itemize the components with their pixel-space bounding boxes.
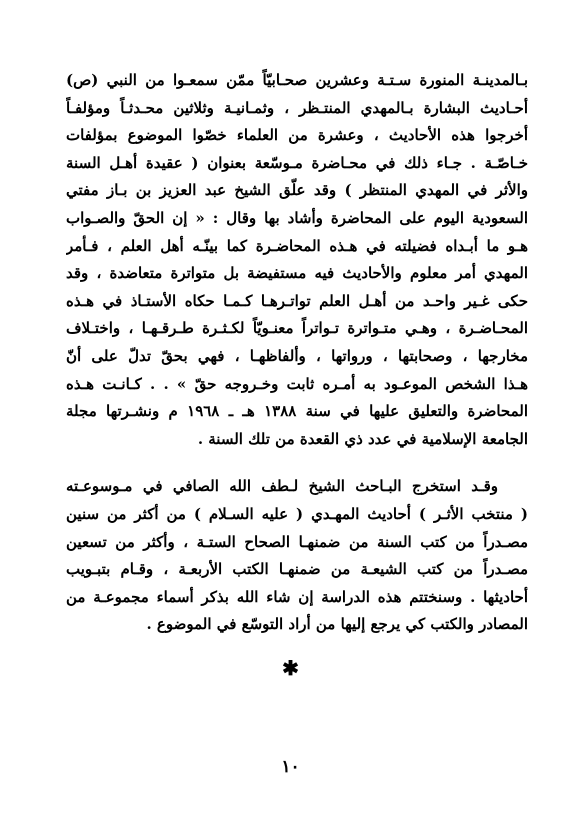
text-line: أحـاديث البشارة بـالمهدي المنتـظر ، وثمـانيـة وثلاثين محـدثـاً ومؤلفـاً [66, 98, 528, 117]
text-line: هـو ما أبـداه فضيلته في هـذه المحاضـرة كما بينّـه أهل العلم ، فـأمر [66, 236, 528, 255]
text-line: المهدي أمر معلوم والأحاديث فيه مستفيضة بل متواترة متعاضدة ، وقد [66, 264, 528, 283]
page-number: ١٠ [281, 757, 300, 777]
paragraph-spacer [66, 453, 528, 473]
text-line: والأثر في المهدي المنتظر ) وقد علّق الشيخ عبد العزيز بن بـاز مفتي [66, 181, 528, 200]
text-line: مصـدراً من كتب الشيعـة من ضمنهـا الكتب الأربعـة ، وقـام بتبـويب [66, 560, 528, 579]
text-line: الجامعة الإسلامية في عدد ذي القعدة من تلك السنة . [197, 429, 528, 448]
text-line: أخرجوا هذه الأحاديث ، وعشرة من العلماء خصّوا الموضوع بمؤلفات [66, 126, 528, 145]
text-line: السعودية اليوم على المحاضرة وأشاد بها وقال : « إن الحقّ والصـواب [66, 208, 528, 227]
body-text [66, 67, 528, 639]
text-line: بـالمدينـة المنورة سـتـة وعشرين صحـابيّاً ممّن سمعـوا من النبي (ص) [66, 71, 528, 89]
text-line: المصادر والكتب كي يرجع إليها من أراد التوسّع في الموضوع . [146, 615, 528, 634]
text-line: وقـد استخرج البـاحث الشيخ لـطف الله الصافي في مـوسوعـته [66, 477, 498, 496]
text-line: المحاضرة والتعليق عليها في سنة ١٣٨٨ هـ ـ ١٩٦٨ م ونشـرتها مجلة [66, 402, 528, 421]
text-line: أحاديثها . وسنختتم هذه الدراسة إن شاء الله بذكر أسماء مجموعـة من [66, 587, 528, 606]
text-line: مصـدراً من كتب السنة من ضمنهـا الصحاح الستـة ، وأكثر من تسعين [66, 532, 528, 551]
text-line: مخارجها ، وصحابتها ، ورواتها ، وألفاظهـا ، فهي بحقّ تدلّ على أنّ [66, 346, 528, 365]
text-line: خـاصّـة . جـاء ذلك في محـاضرة مـوسّعة بعنوان ( عقيدة أهـل السنة [66, 153, 528, 172]
text-line: المحـاضـرة ، وهـي متـواترة تـواتراً معنـويّاً لكـثـرة طـرقـهـا ، واختـلاف [66, 319, 528, 338]
paragraph-1 [66, 67, 528, 453]
paragraph-2 [66, 473, 528, 639]
text-line: ( منتخب الأثـر ) أحاديث المهـدي ( عليه السـلام ) من أكثر من سنين [66, 504, 528, 523]
text-line: هـذا الشخص الموعـود به أمـره ثابت وخـروجه حقّ » . . كـانـت هـذه [66, 374, 528, 393]
section-divider-asterisk: ✱ [282, 656, 299, 680]
text-line: حكى غـير واحـد من أهـل العلم تواتـرهـا كـمـا حكاه الأستـاذ في هـذه [66, 291, 528, 310]
